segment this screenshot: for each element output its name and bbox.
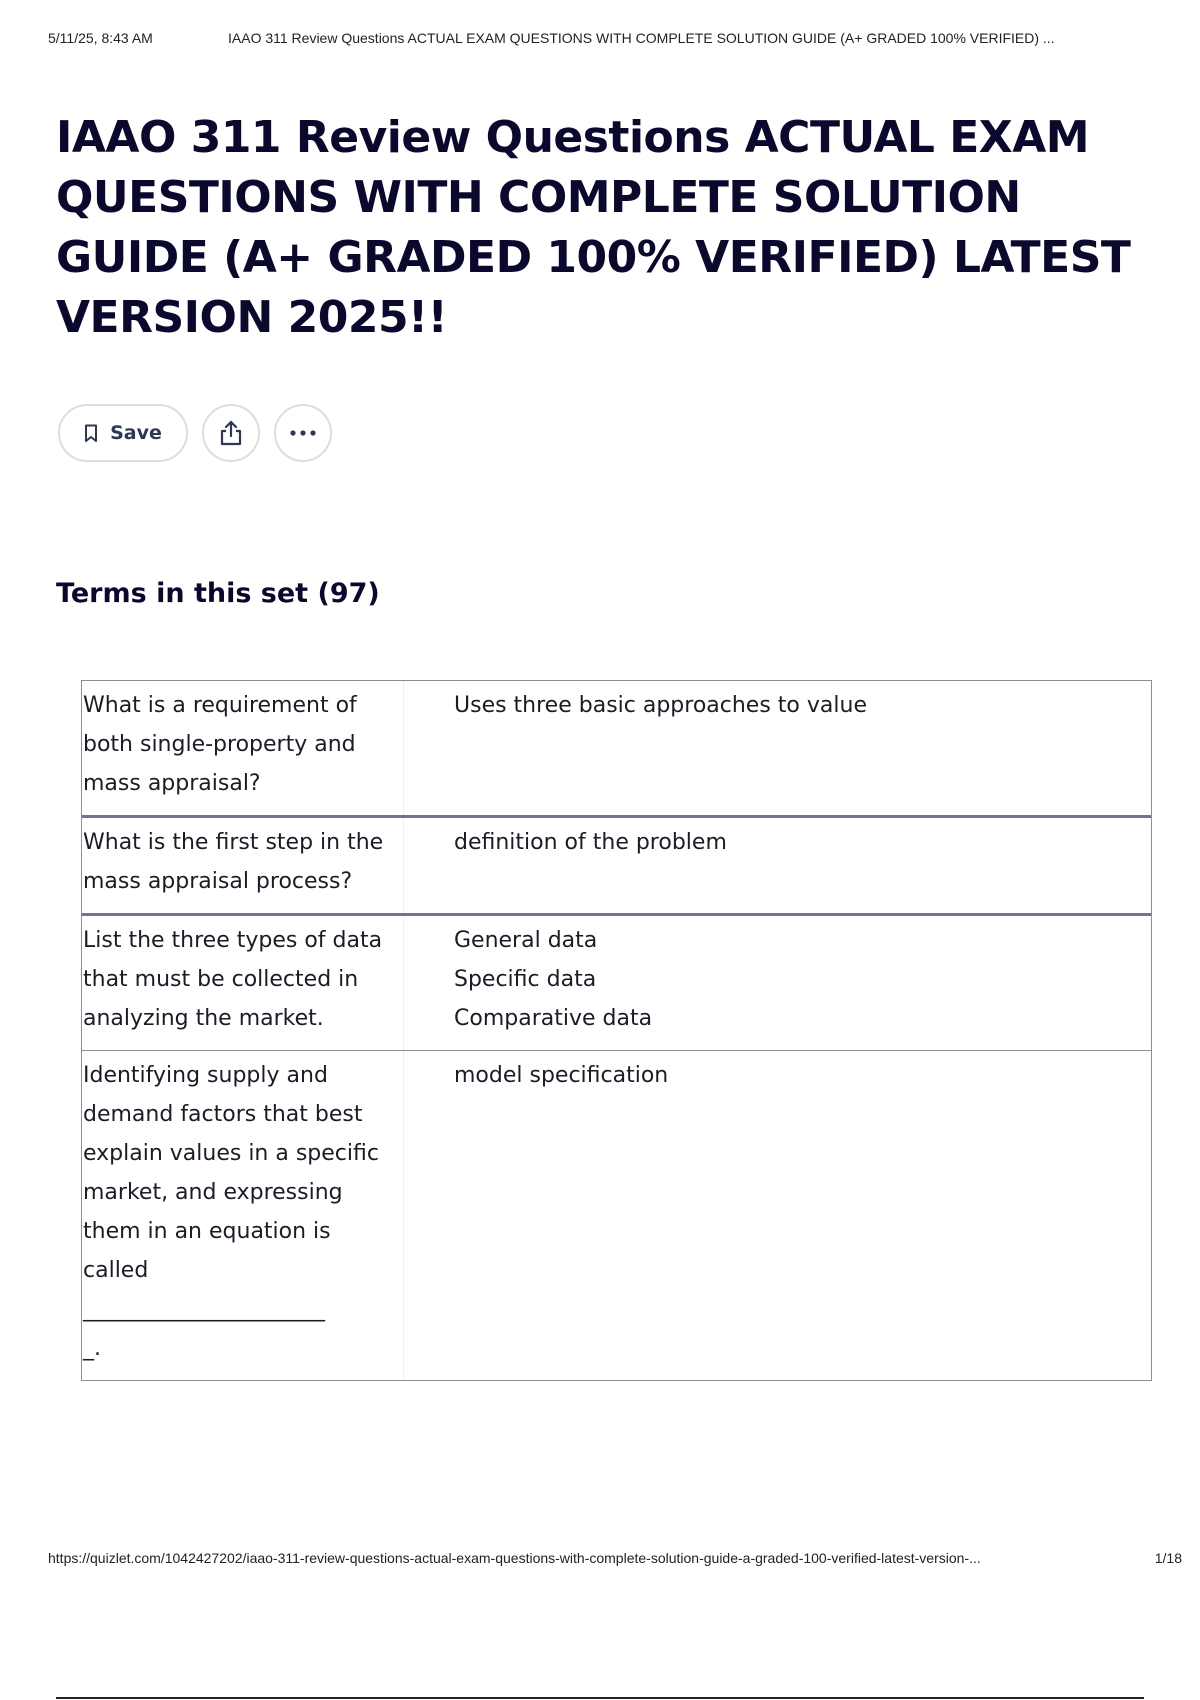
terms-heading: Terms in this set (97)	[56, 578, 380, 609]
definition-line: definition of the problem	[454, 830, 727, 855]
more-button[interactable]	[274, 404, 332, 462]
term-row	[82, 913, 1151, 1050]
print-header	[48, 30, 1182, 46]
term-definition	[404, 818, 1151, 913]
term-row	[82, 815, 1151, 913]
bookmark-icon	[84, 424, 98, 443]
term-definition	[404, 681, 1151, 815]
share-button[interactable]	[202, 404, 260, 462]
term-definition	[404, 916, 1151, 1050]
page-divider	[56, 1697, 1144, 1699]
print-url: https://quizlet.com/1042427202/iaao-311-review-questions-actual-exam-questions-with-complete-solution-guide-a-graded-100-verified-latest-version-...	[48, 1550, 981, 1566]
save-button[interactable]	[58, 404, 188, 462]
terms-table	[81, 680, 1152, 1381]
term-definition	[404, 1051, 1151, 1380]
share-icon	[218, 419, 244, 447]
more-icon	[289, 429, 317, 437]
definition-line: Specific data	[454, 967, 597, 992]
print-footer	[48, 1550, 1182, 1566]
save-label: Save	[110, 422, 162, 444]
term-text: Identifying supply and demand factors that best explain values in a specific market, and expressing them in an equation is called ______________________ _.	[82, 1051, 404, 1380]
page-title: IAAO 311 Review Questions ACTUAL EXAM QUESTIONS WITH COMPLETE SOLUTION GUIDE (A+ GRADED 100% VERIFIED) LATEST VERSION 2025!!	[56, 112, 1131, 343]
term-text: What is the first step in the mass appraisal process?	[82, 818, 404, 913]
term-text: What is a requirement of both single-property and mass appraisal?	[82, 681, 404, 815]
page-number: 1/18	[1154, 1550, 1182, 1566]
definition-line: Comparative data	[454, 1006, 653, 1031]
print-date: 5/11/25, 8:43 AM	[48, 30, 153, 46]
term-row	[82, 681, 1151, 815]
action-bar	[58, 404, 332, 462]
print-doc-title: IAAO 311 Review Questions ACTUAL EXAM QUESTIONS WITH COMPLETE SOLUTION GUIDE (A+ GRADED 100% VERIFIED) ...	[228, 30, 1055, 46]
term-row	[82, 1050, 1151, 1380]
term-text: List the three types of data that must be collected in analyzing the market.	[82, 916, 404, 1050]
definition-line: General data	[454, 928, 598, 953]
definition-line: Uses three basic approaches to value	[454, 693, 867, 718]
definition-line: model specification	[454, 1063, 669, 1088]
